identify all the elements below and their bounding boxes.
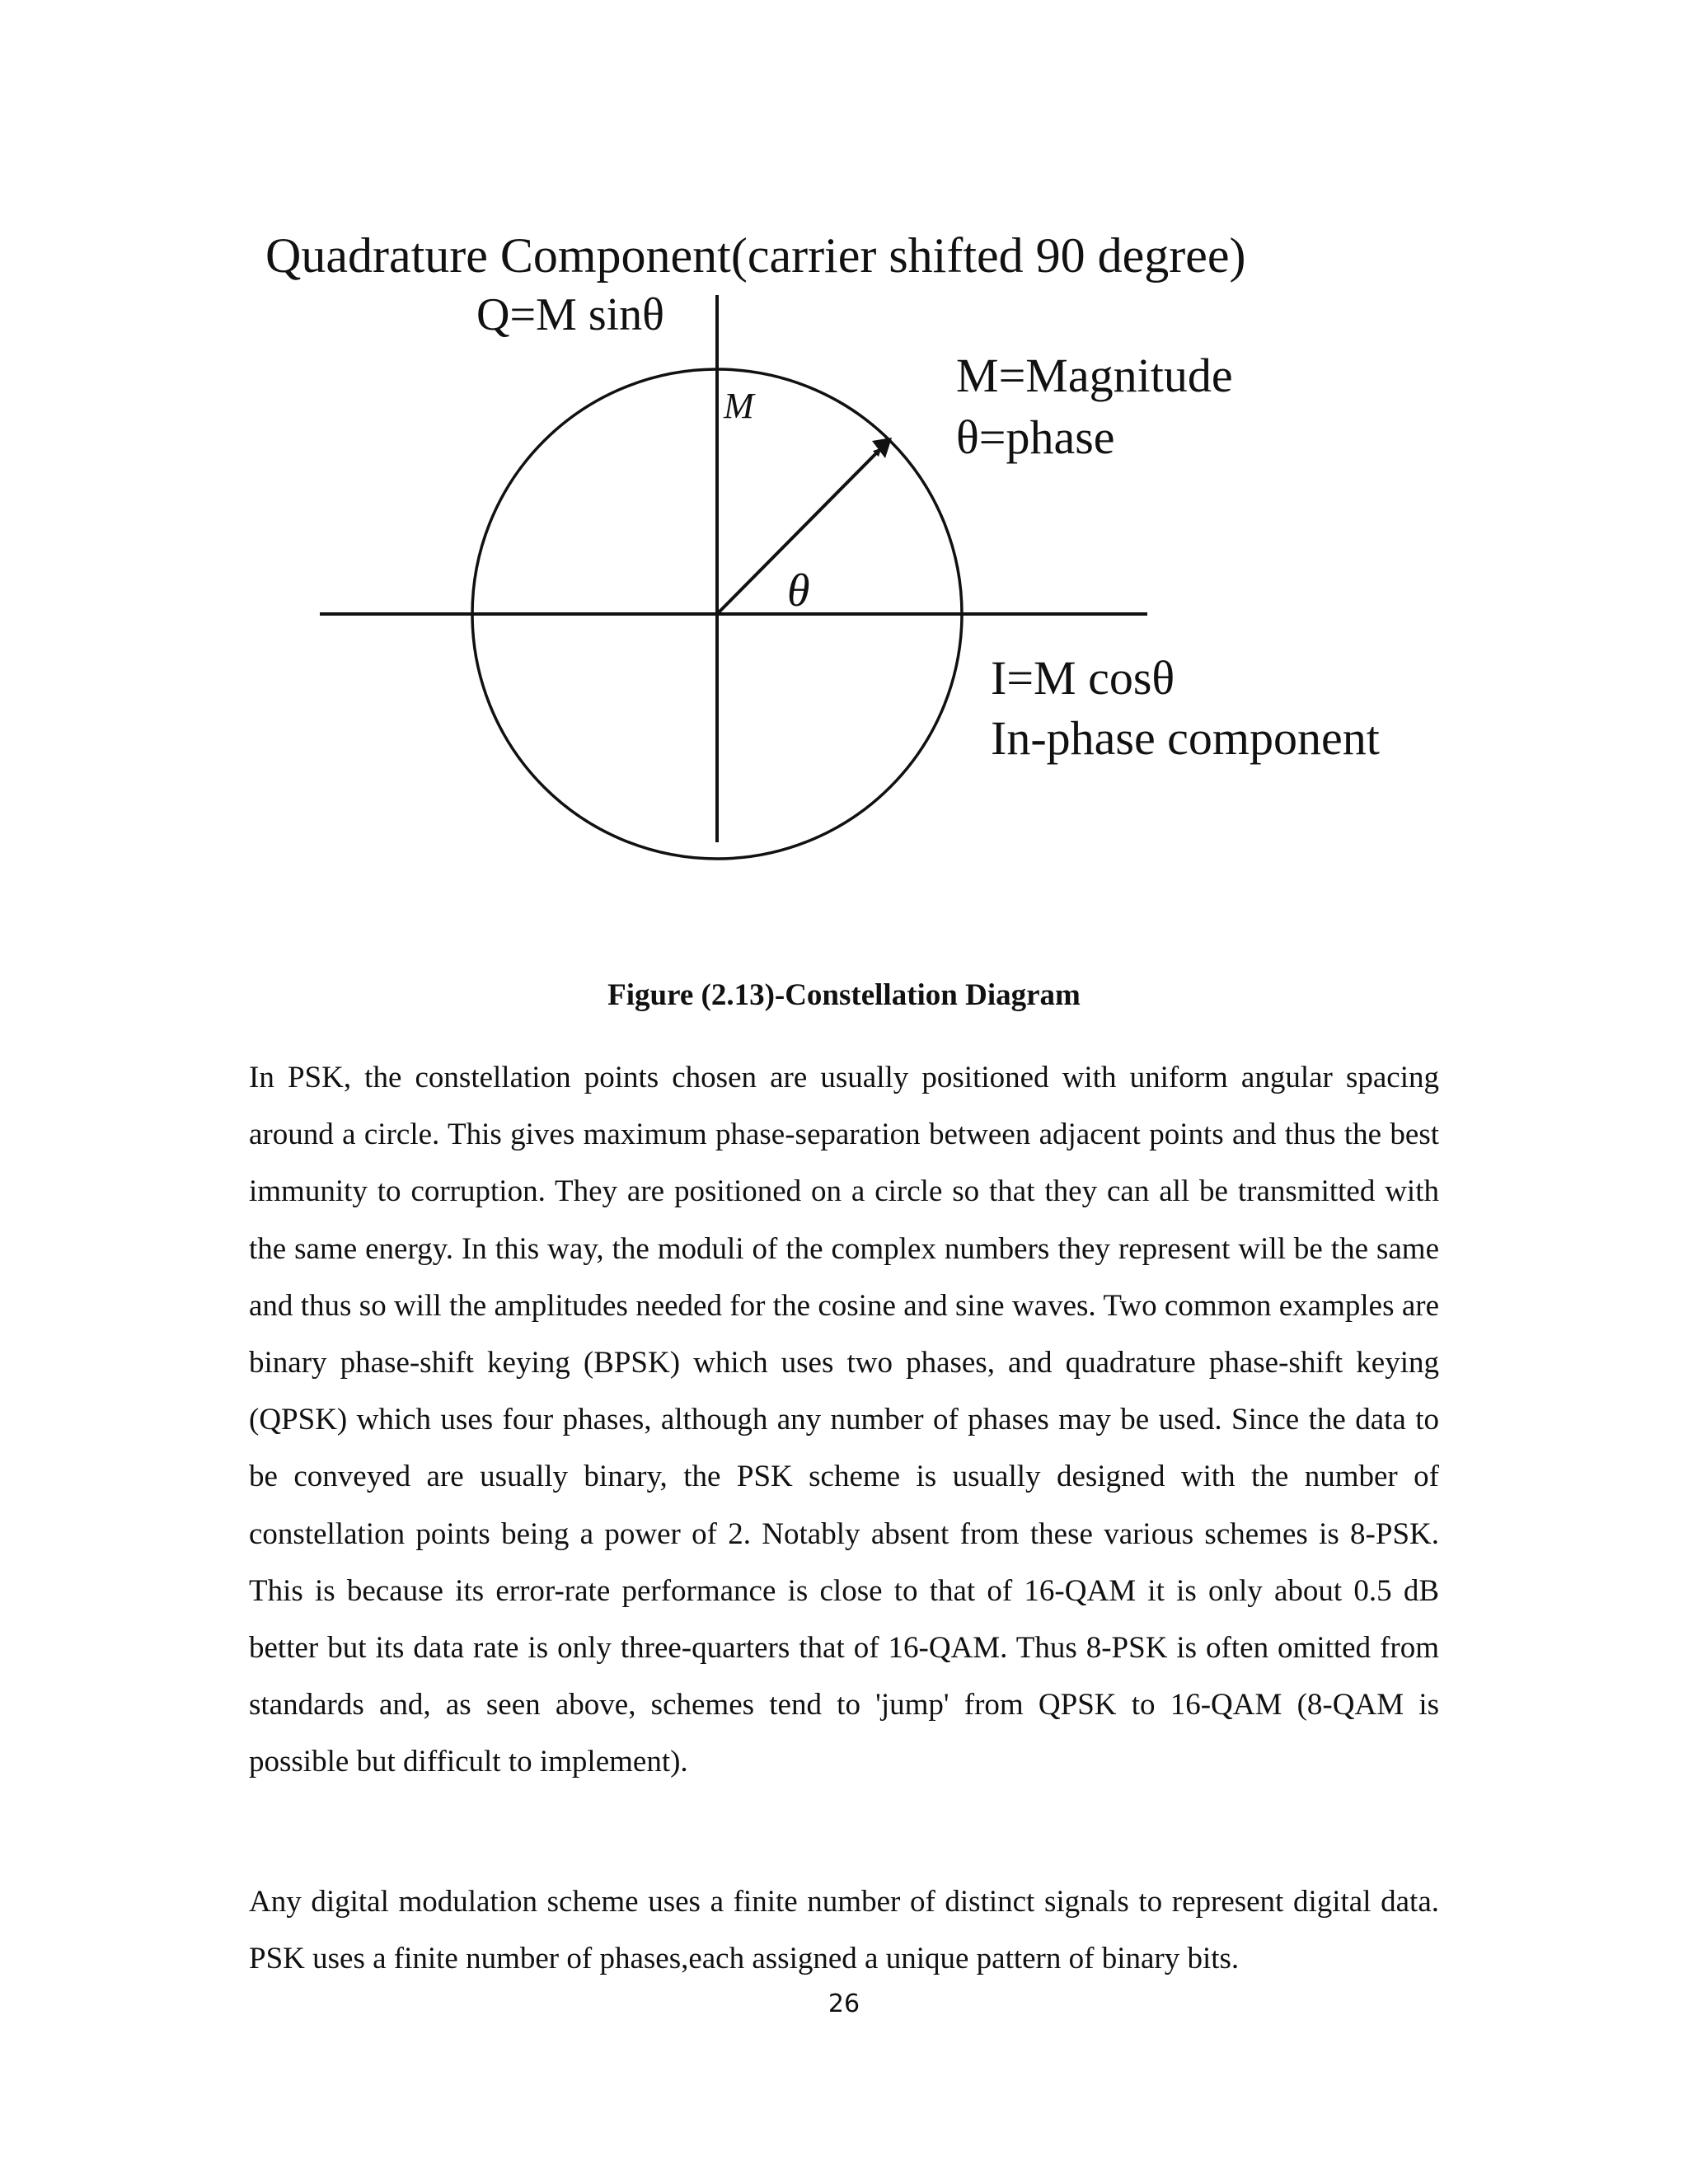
magnitude-legend: M=Magnitude	[956, 349, 1233, 402]
figure-title: Quadrature Component(carrier shifted 90 degree)	[265, 228, 1246, 283]
vector-magnitude-label: M	[724, 386, 754, 426]
q-axis-label: Q=M sinθ	[476, 289, 664, 340]
in-phase-component-label: In-phase component	[991, 711, 1380, 765]
phase-legend: θ=phase	[956, 410, 1115, 464]
constellation-diagram	[0, 0, 1688, 907]
page-number: 26	[828, 1990, 860, 2018]
figure-caption: Figure (2.13)-Constellation Diagram	[607, 978, 1081, 1012]
phase-angle-label: θ	[787, 565, 810, 616]
body-paragraph-2: Any digital modulation scheme uses a finite number of distinct signals to represent digital data. PSK uses a finite number of phases,each assigned a unique pattern of binary bits.	[249, 1885, 1439, 1976]
body-paragraph-1: In PSK, the constellation points chosen are usually positioned with uniform angular spacing around a circle. This gives maximum phase-separation between adjacent points and thus the best immunity to corruption. They are positioned on a circle so that they can all be transmitted with the same energy. In this way, the moduli of the complex numbers they represent will be the same and thus so will the amplitudes needed for the cosine and sine waves. Two common examples are binary phase-shift keying (BPSK) which uses two phases, and quadrature phase-shift keying (QPSK) which uses four phases, although any number of phases may be used. Since the data to be conveyed are usually binary, the PSK scheme is usually designed with the number of constellation points being a power of 2. Notably absent from these various schemes is 8-PSK. This is because its error-rate performance is close to that of 16-QAM it is only about 0.5 dB better but its data rate is only three-quarters that of 16-QAM. Thus 8-PSK is often omitted from standards and, as seen above, schemes tend to 'jump' from QPSK to 16-QAM (8-QAM is possible but difficult to implement).	[249, 1061, 1439, 1779]
i-axis-label: I=M cosθ	[991, 651, 1175, 705]
constellation-diagram-figure	[0, 0, 1688, 907]
